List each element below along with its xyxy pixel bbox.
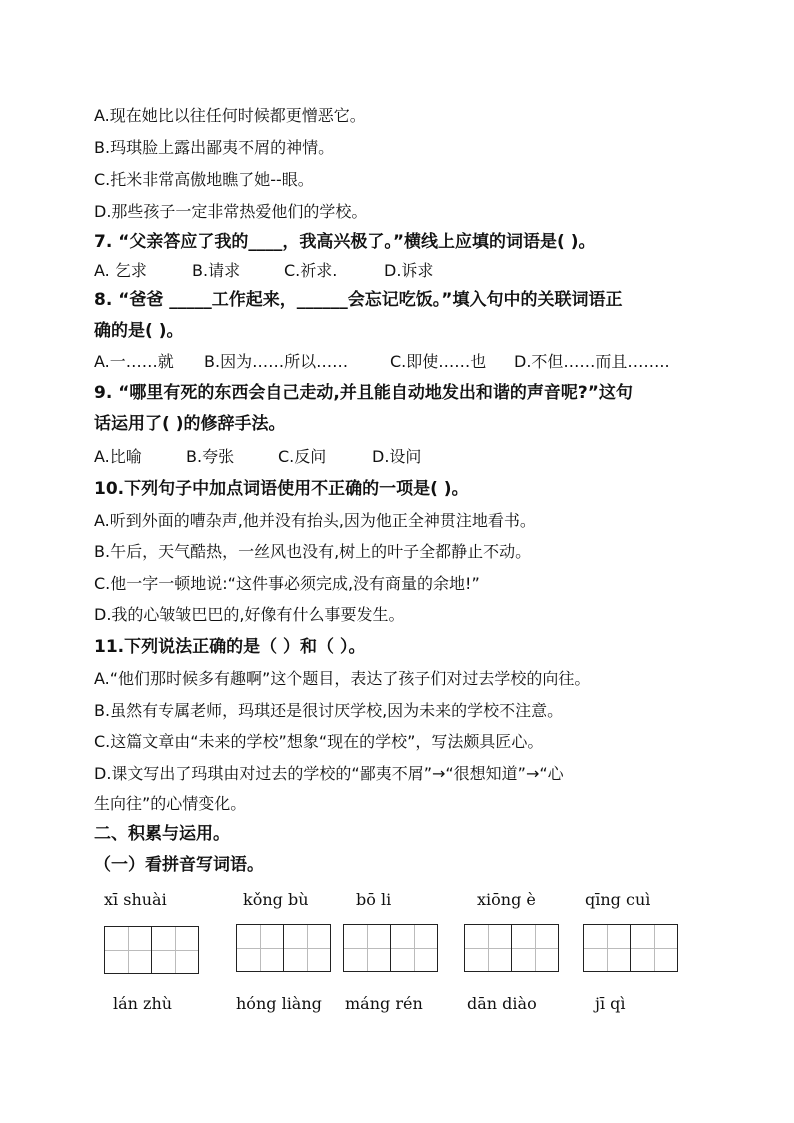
grid-cell[interactable]	[631, 924, 678, 972]
q11-option-a: A.“他们那时候多有趣啊”这个题目，表达了孩子们对过去学校的向往。	[94, 669, 591, 688]
pinyin-5: qīng cuì	[585, 890, 651, 909]
q11-option-c: C.这篇文章由“未来的学校”想象“现在的学校”，写法颇具匠心。	[94, 732, 544, 751]
q10-option-d: D.我的心皱皱巴巴的,好像有什么事要发生。	[94, 605, 405, 624]
q8-stem-line1: 8. “爸爸 _____工作起来，______会忘记吃饭。”填入句中的关联词语正	[94, 290, 623, 310]
grid-cell[interactable]	[464, 924, 512, 972]
q9-option-a: A.比喻	[94, 447, 142, 466]
pinyin-9: dān diào	[467, 994, 537, 1013]
pinyin-10: jī qì	[595, 994, 626, 1013]
q10-option-b: B.午后，天气酷热，一丝风也没有,树上的叶子全都静止不动。	[94, 542, 532, 561]
q8-option-c: C.即使……也	[390, 352, 487, 371]
grid-cell[interactable]	[236, 924, 284, 972]
writing-grid-2[interactable]	[236, 924, 331, 972]
pinyin-8: máng rén	[345, 994, 423, 1013]
writing-grid-1[interactable]	[104, 926, 199, 974]
pinyin-7: hóng liàng	[236, 994, 322, 1013]
pinyin-2: kǒng bù	[243, 890, 309, 909]
q9-option-c: C.反问	[278, 447, 327, 466]
writing-grid-3[interactable]	[343, 924, 438, 972]
pinyin-4: xiōng è	[477, 890, 536, 909]
grid-cell[interactable]	[284, 924, 331, 972]
q10-stem: 10.下列句子中加点词语使用不正确的一项是( )。	[94, 479, 469, 499]
q7-options	[94, 260, 714, 282]
q10-option-c: C.他一字一顿地说:“这件事必须完成,没有商量的余地!”	[94, 574, 480, 593]
q9-option-b: B.夸张	[186, 447, 235, 466]
pinyin-1: xī shuài	[104, 890, 167, 909]
section-2-title: 二、积累与运用。	[94, 824, 230, 844]
q11-stem: 11.下列说法正确的是（ ）和（ ）。	[94, 637, 366, 657]
q9-option-d: D.设问	[372, 447, 422, 466]
pinyin-6: lán zhù	[113, 994, 173, 1013]
q9-stem-line2: 话运用了( )的修辞手法。	[94, 414, 286, 434]
q8-option-a: A.一……就	[94, 352, 174, 371]
q8-stem-line2: 确的是( )。	[94, 321, 184, 341]
q10-option-a: A.听到外面的嘈杂声,他并没有抬头,因为他正全神贯注地看书。	[94, 511, 536, 530]
q9-stem-line1: 9. “哪里有死的东西会自己走动,并且能自动地发出和谐的声音呢?”这句	[94, 383, 633, 403]
q7-option-c: C.祈求.	[284, 261, 338, 280]
grid-cell[interactable]	[104, 926, 152, 974]
q11-option-d-line2: 生向往”的心情变化。	[94, 794, 247, 813]
pinyin-3: bō li	[356, 890, 392, 909]
q11-option-d-line1: D.课文写出了玛琪由对过去的学校的“鄙夷不屑”→“很想知道”→“心	[94, 764, 564, 783]
q6-option-a: A.现在她比以往任何时候都更憎恶它。	[94, 106, 366, 125]
q6-option-d: D.那些孩子一定非常热爱他们的学校。	[94, 202, 368, 221]
writing-grid-5[interactable]	[583, 924, 678, 972]
grid-cell[interactable]	[391, 924, 438, 972]
grid-cell[interactable]	[583, 924, 631, 972]
q7-option-d: D.诉求	[384, 261, 434, 280]
q11-option-b: B.虽然有专属老师，玛琪还是很讨厌学校,因为未来的学校不注意。	[94, 701, 564, 720]
writing-grid-4[interactable]	[464, 924, 559, 972]
q8-options	[94, 351, 714, 373]
q7-option-a: A. 乞求	[94, 261, 147, 280]
grid-cell[interactable]	[343, 924, 391, 972]
q6-option-b: B.玛琪脸上露出鄙夷不屑的神情。	[94, 138, 335, 157]
grid-cell[interactable]	[152, 926, 199, 974]
q7-stem: 7. “父亲答应了我的____，我高兴极了。”横线上应填的词语是( )。	[94, 232, 596, 252]
q8-option-b: B.因为……所以……	[204, 352, 349, 371]
q6-option-c: C.托米非常高傲地瞧了她--眼。	[94, 170, 314, 189]
q9-options	[94, 446, 714, 468]
q7-option-b: B.请求	[192, 261, 241, 280]
section-2-sub-title: （一）看拼音写词语。	[94, 855, 264, 875]
q8-option-d: D.不但……而且……..	[514, 352, 670, 371]
grid-cell[interactable]	[512, 924, 559, 972]
